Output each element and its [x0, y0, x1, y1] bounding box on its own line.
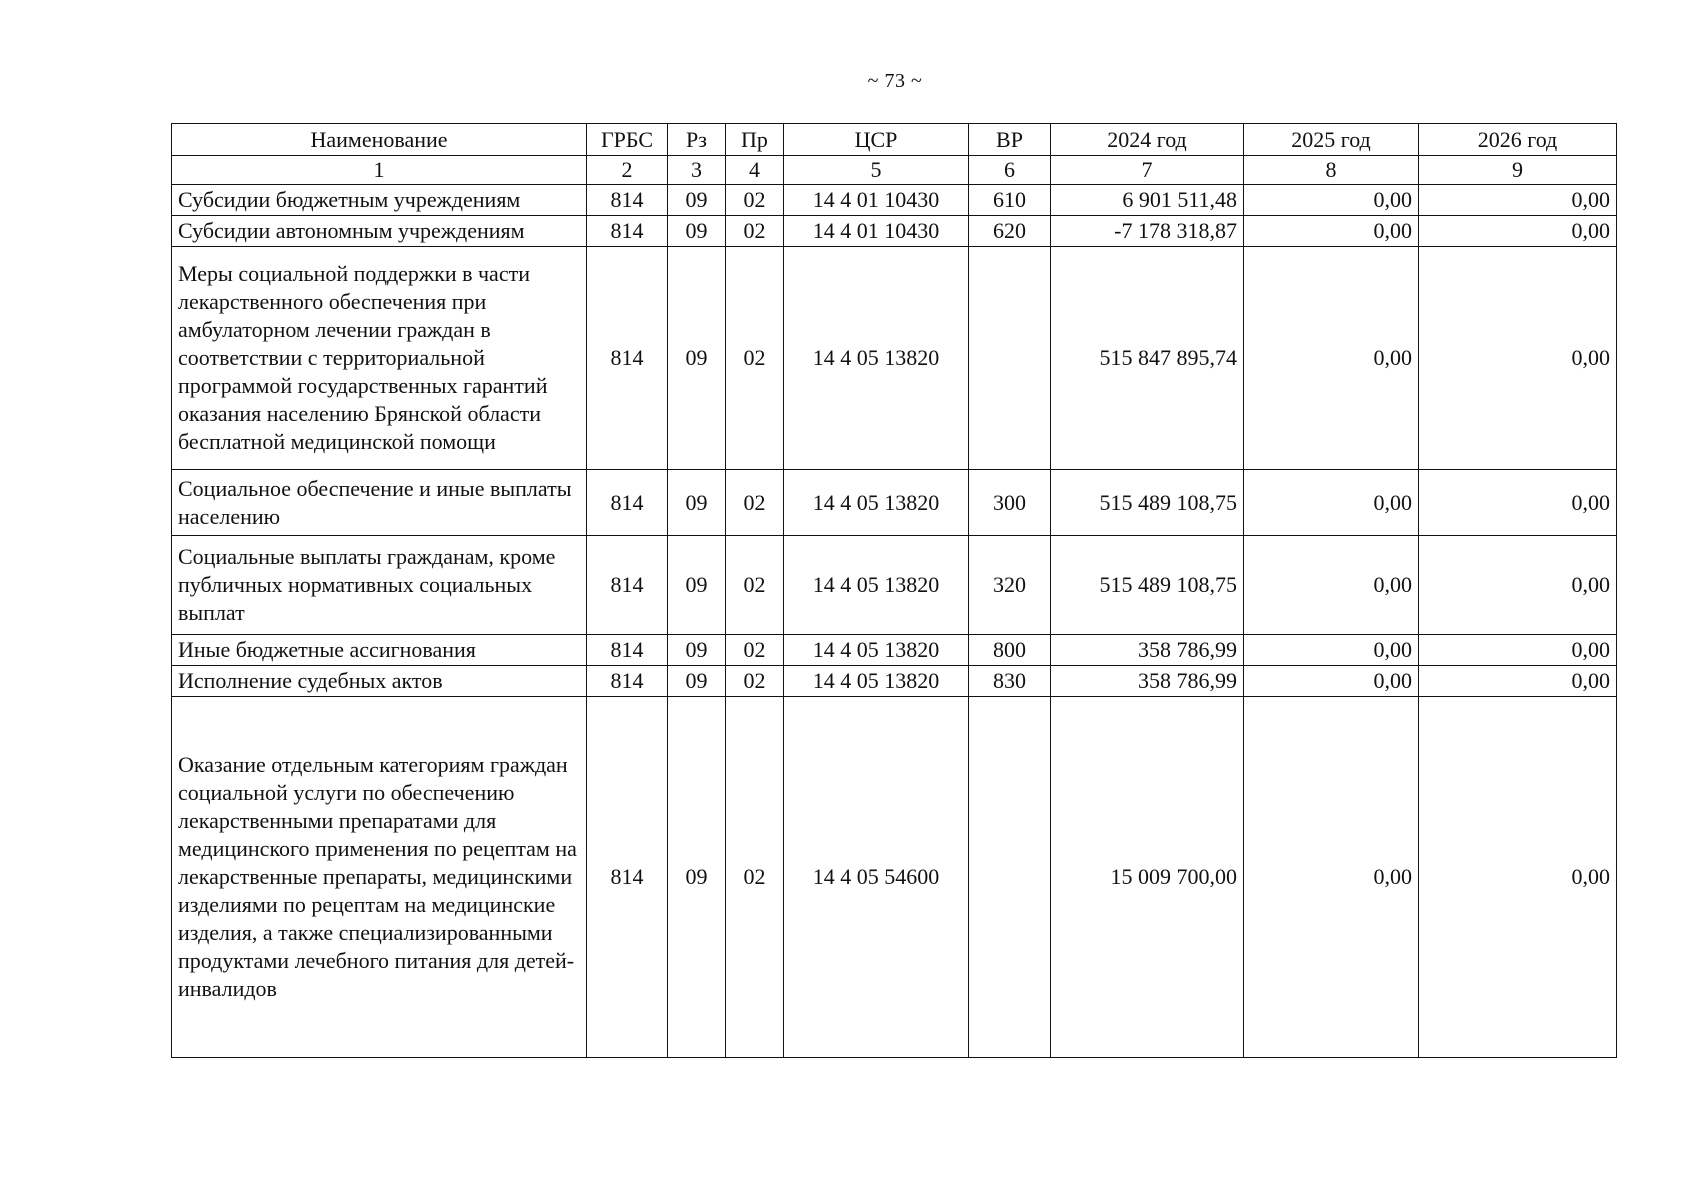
row-csr: 14 4 05 13820	[784, 247, 969, 470]
row-vr: 320	[969, 536, 1051, 635]
row-rz: 09	[668, 635, 726, 666]
column-number: 6	[969, 156, 1051, 185]
row-2026: 0,00	[1419, 635, 1617, 666]
header-row	[172, 124, 1617, 156]
table-row	[172, 185, 1617, 216]
row-2025: 0,00	[1244, 470, 1419, 536]
row-csr: 14 4 05 54600	[784, 697, 969, 1058]
row-2024: 515 489 108,75	[1051, 470, 1244, 536]
header-pr: Пр	[726, 124, 784, 156]
column-number: 1	[172, 156, 587, 185]
row-grbs: 814	[587, 216, 668, 247]
row-name: Иные бюджетные ассигнования	[172, 635, 587, 666]
header-2025: 2025 год	[1244, 124, 1419, 156]
row-name: Социальные выплаты гражданам, кроме публичных нормативных социальных выплат	[172, 536, 587, 635]
row-name: Меры социальной поддержки в части лекарственного обеспечения при амбулаторном лечении граждан в соответствии с территориальной программой государственных гарантий оказания населению Брянской области бесплатной медицинской помощи	[172, 247, 587, 470]
budget-table	[171, 123, 1617, 1058]
row-grbs: 814	[587, 247, 668, 470]
row-2026: 0,00	[1419, 216, 1617, 247]
row-rz: 09	[668, 697, 726, 1058]
row-name: Оказание отдельным категориям граждан социальной услуги по обеспечению лекарственными препаратами для медицинского применения по рецептам на лекарственные препараты, медицинскими изделиями по рецептам на медицинские изделия, а также специализированными продуктами лечебного питания для детей-инвалидов	[172, 697, 587, 1058]
column-number: 9	[1419, 156, 1617, 185]
header-2026: 2026 год	[1419, 124, 1617, 156]
row-vr	[969, 247, 1051, 470]
row-csr: 14 4 01 10430	[784, 185, 969, 216]
table-row	[172, 536, 1617, 635]
table-row	[172, 635, 1617, 666]
row-2026: 0,00	[1419, 666, 1617, 697]
row-vr: 300	[969, 470, 1051, 536]
row-grbs: 814	[587, 697, 668, 1058]
table-row	[172, 216, 1617, 247]
row-2026: 0,00	[1419, 697, 1617, 1058]
table-row	[172, 247, 1617, 470]
table-row	[172, 470, 1617, 536]
row-csr: 14 4 05 13820	[784, 536, 969, 635]
row-2024: 515 489 108,75	[1051, 536, 1244, 635]
row-vr	[969, 697, 1051, 1058]
table-row	[172, 697, 1617, 1058]
row-2024: 6 901 511,48	[1051, 185, 1244, 216]
row-pr: 02	[726, 247, 784, 470]
row-rz: 09	[668, 216, 726, 247]
page-number: ~ 73 ~	[867, 70, 923, 92]
row-pr: 02	[726, 536, 784, 635]
column-number: 7	[1051, 156, 1244, 185]
header-csr: ЦСР	[784, 124, 969, 156]
row-rz: 09	[668, 247, 726, 470]
row-grbs: 814	[587, 185, 668, 216]
column-number: 2	[587, 156, 668, 185]
row-rz: 09	[668, 185, 726, 216]
row-name: Субсидии бюджетным учреждениям	[172, 185, 587, 216]
column-number: 5	[784, 156, 969, 185]
row-2024: 515 847 895,74	[1051, 247, 1244, 470]
column-number: 8	[1244, 156, 1419, 185]
row-pr: 02	[726, 470, 784, 536]
row-grbs: 814	[587, 470, 668, 536]
row-vr: 800	[969, 635, 1051, 666]
column-number: 3	[668, 156, 726, 185]
row-csr: 14 4 05 13820	[784, 635, 969, 666]
row-2024: 15 009 700,00	[1051, 697, 1244, 1058]
column-number-row	[172, 156, 1617, 185]
row-vr: 620	[969, 216, 1051, 247]
table-row	[172, 666, 1617, 697]
header-vr: ВР	[969, 124, 1051, 156]
row-pr: 02	[726, 666, 784, 697]
row-name: Исполнение судебных актов	[172, 666, 587, 697]
row-vr: 610	[969, 185, 1051, 216]
row-pr: 02	[726, 185, 784, 216]
row-2024: 358 786,99	[1051, 666, 1244, 697]
row-2025: 0,00	[1244, 697, 1419, 1058]
row-csr: 14 4 05 13820	[784, 666, 969, 697]
row-2025: 0,00	[1244, 247, 1419, 470]
row-2024: -7 178 318,87	[1051, 216, 1244, 247]
row-grbs: 814	[587, 666, 668, 697]
row-csr: 14 4 01 10430	[784, 216, 969, 247]
row-2025: 0,00	[1244, 216, 1419, 247]
row-2026: 0,00	[1419, 470, 1617, 536]
row-vr: 830	[969, 666, 1051, 697]
row-2026: 0,00	[1419, 247, 1617, 470]
row-pr: 02	[726, 216, 784, 247]
row-2025: 0,00	[1244, 635, 1419, 666]
row-grbs: 814	[587, 536, 668, 635]
row-csr: 14 4 05 13820	[784, 470, 969, 536]
header-name: Наименование	[172, 124, 587, 156]
header-2024: 2024 год	[1051, 124, 1244, 156]
row-pr: 02	[726, 635, 784, 666]
row-2026: 0,00	[1419, 536, 1617, 635]
row-2025: 0,00	[1244, 666, 1419, 697]
column-number: 4	[726, 156, 784, 185]
row-name: Социальное обеспечение и иные выплаты населению	[172, 470, 587, 536]
row-name: Субсидии автономным учреждениям	[172, 216, 587, 247]
row-pr: 02	[726, 697, 784, 1058]
row-grbs: 814	[587, 635, 668, 666]
row-2026: 0,00	[1419, 185, 1617, 216]
row-2025: 0,00	[1244, 185, 1419, 216]
row-rz: 09	[668, 470, 726, 536]
header-grbs: ГРБС	[587, 124, 668, 156]
header-rz: Рз	[668, 124, 726, 156]
row-rz: 09	[668, 536, 726, 635]
row-2025: 0,00	[1244, 536, 1419, 635]
row-2024: 358 786,99	[1051, 635, 1244, 666]
row-rz: 09	[668, 666, 726, 697]
